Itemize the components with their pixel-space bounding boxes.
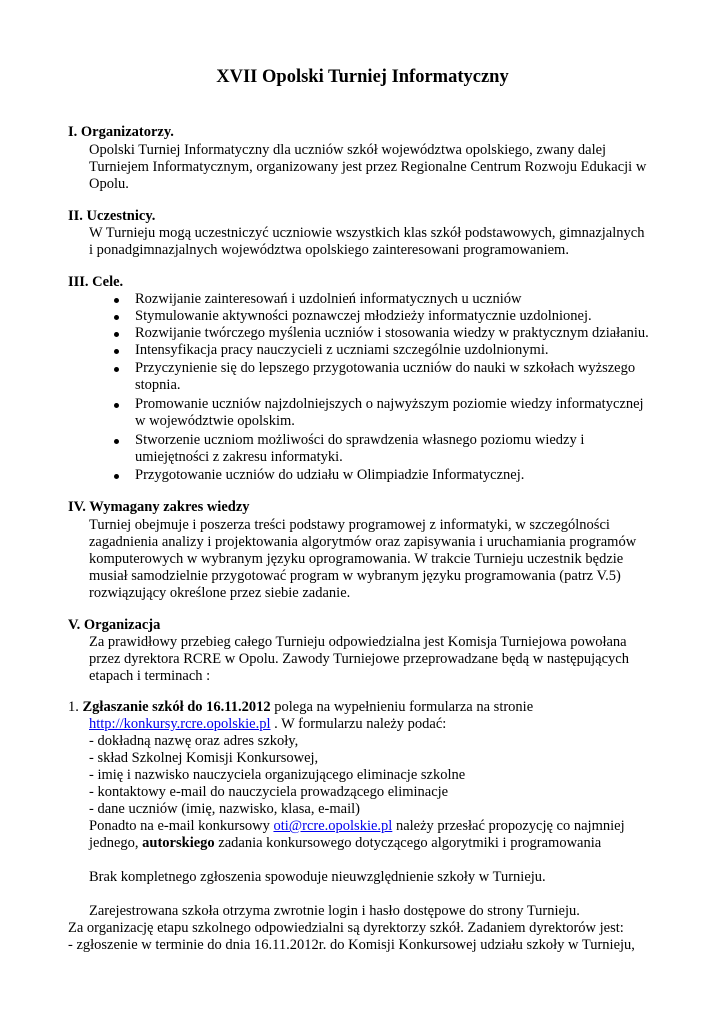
dash-item: - dane uczniów (imię, nazwisko, klasa, e-mail) [89, 801, 360, 817]
section-5-heading: V. Organizacja [68, 617, 161, 633]
bullet-icon [114, 349, 119, 354]
bullet-icon [114, 298, 119, 303]
list-item: Stymulowanie aktywności poznawczej młodzieży informatycznie uzdolnionej. [135, 308, 592, 324]
list-item: Przyczynienie się do lepszego przygotowania uczniów do nauki w szkołach wyższego [135, 360, 636, 376]
dash-item: - imię i nazwisko nauczyciela organizującego eliminacje szkolne [89, 767, 466, 783]
incomplete-note: Brak kompletnego zgłoszenia spowoduje nieuwzględnienie szkoły w Turnieju. [89, 869, 546, 885]
section-4-line: zagadnienia analizy i projektowania algorytmów oraz zapisywania i uruchamiania programów [89, 534, 637, 550]
section-3-heading: III. Cele. [68, 274, 124, 290]
section-4-line: Turniej obejmuje i poszerza treści podstawy programowej z informatyki, w szczególności [89, 517, 610, 533]
section-5-line: Za prawidłowy przebieg całego Turnieju odpowiedzialna jest Komisja Turniejowa powołana [89, 634, 627, 650]
email-post: należy przesłać propozycję co najmniej [392, 818, 625, 834]
author-bold: autorskiego [142, 835, 215, 851]
section-1-line: Turniejem Informatycznym, organizowany jest przez Regionalne Centrum Rozwoju Edukacji w [89, 159, 647, 175]
item-1-after-link: . W formularzu należy podać: [270, 716, 447, 732]
organization-line: Za organizację etapu szkolnego odpowiedzialni są dyrektorzy szkół. Zadaniem dyrektorów jest: [68, 920, 624, 936]
section-4-line: rozwiązujący określone przez siebie zadanie. [89, 585, 351, 601]
bullet-icon [114, 403, 119, 408]
dash-item: - dokładną nazwę oraz adres szkoły, [89, 733, 299, 749]
bullet-icon [114, 367, 119, 372]
list-item: Rozwijanie twórczego myślenia uczniów i stosowania wiedzy w praktycznym działaniu. [135, 325, 649, 341]
dash-item: - skład Szkolnej Komisji Konkursowej, [89, 750, 319, 766]
list-item-continuation: stopnia. [135, 377, 181, 393]
bullet-icon [114, 315, 119, 320]
section-2-line: i ponadgimnazjalnych województwa opolskiego zainteresowani programowaniem. [89, 242, 569, 258]
bullet-icon [114, 332, 119, 337]
section-4-heading: IV. Wymagany zakres wiedzy [68, 499, 250, 515]
email-pre: Ponadto na e-mail konkursowy [89, 818, 274, 834]
item-1-rest: polega na wypełnieniu formularza na stronie [270, 699, 534, 715]
list-item: Intensyfikacja pracy nauczycieli z uczniami szczególnie uzdolnionymi. [135, 342, 549, 358]
author-pre: jednego, [89, 835, 143, 851]
author-line [89, 835, 601, 853]
item-1-line [68, 699, 533, 717]
deadline-line: - zgłoszenie w terminie do dnia 16.11.2012r. do Komisji Konkursowej udziału szkoły w Turnieju, [68, 937, 635, 953]
list-item: Przygotowanie uczniów do udziału w Olimpiadzie Informatycznej. [135, 467, 525, 483]
section-2-heading: II. Uczestnicy. [68, 208, 156, 224]
list-item-continuation: w województwie opolskim. [135, 413, 295, 429]
section-1-line: Opolu. [89, 176, 129, 192]
section-4-line: komputerowych w wybranym języku oprogramowania. W trakcie Turnieju uczestnik będzie [89, 551, 624, 567]
section-1-line: Opolski Turniej Informatyczny dla uczniów szkół województwa opolskiego, zwany dalej [89, 142, 607, 158]
registered-note: Zarejestrowana szkoła otrzyma zwrotnie login i hasło dostępowe do strony Turnieju. [89, 903, 580, 919]
item-1-bold: Zgłaszanie szkół do 16.11.2012 [82, 699, 271, 715]
bullet-icon [114, 439, 119, 444]
list-item: Rozwijanie zainteresowań i uzdolnień informatycznych u uczniów [135, 291, 522, 307]
email-line [89, 818, 625, 836]
list-item-continuation: umiejętności z zakresu informatyki. [135, 449, 343, 465]
list-item: Stworzenie uczniom możliwości do sprawdzenia własnego poziomu wiedzy i [135, 432, 585, 448]
section-5-line: przez dyrektora RCRE w Opolu. Zawody Turniejowe przeprowadzane będą w następujących [89, 651, 629, 667]
section-4-line: musiał samodzielnie przygotować program w wybranym języku programowania (patrz V.5) [89, 568, 621, 584]
item-1-link-line [89, 716, 446, 734]
list-item: Promowanie uczniów najzdolniejszych o najwyższym poziomie wiedzy informatycznej [135, 396, 644, 412]
bullet-icon [114, 474, 119, 479]
section-1-heading: I. Organizatorzy. [68, 124, 174, 140]
email-link[interactable]: oti@rcre.opolskie.pl [273, 818, 393, 834]
section-5-line: etapach i terminach : [89, 668, 211, 684]
section-2-line: W Turnieju mogą uczestniczyć uczniowie wszystkich klas szkół podstawowych, gimnazjalnych [89, 225, 645, 241]
author-post: zadania konkursowego dotyczącego algorytmiki i programowania [214, 835, 602, 851]
item-1-number: 1. [68, 699, 79, 715]
konkursy-link[interactable]: http://konkursy.rcre.opolskie.pl [89, 716, 271, 732]
document-title: XVII Opolski Turniej Informatyczny [216, 67, 509, 87]
dash-item: - kontaktowy e-mail do nauczyciela prowadzącego eliminacje [89, 784, 449, 800]
